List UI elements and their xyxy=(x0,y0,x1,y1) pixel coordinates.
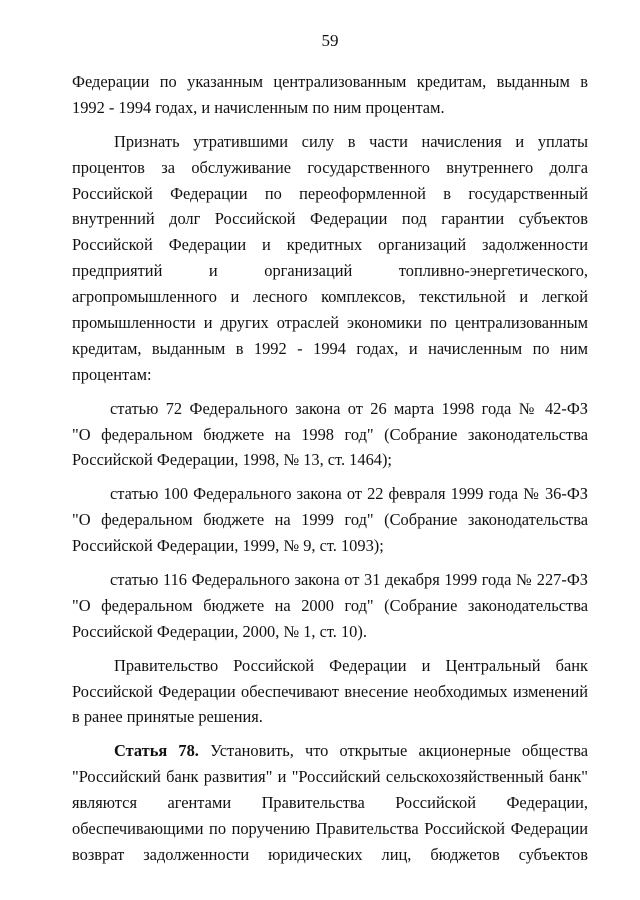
text-line: Признать утратившими силу в части начисления и уплаты xyxy=(114,131,588,151)
text-line: 1992 - 1994 годах, и начисленным по ним процентам. xyxy=(72,97,445,117)
text-line: кредитам, выданным в 1992 - 1994 годах, и начисленным по ним xyxy=(72,338,588,358)
text-line: внутренний долг Российской Федерации под гарантии субъектов xyxy=(72,209,588,229)
text-line: "О федеральном бюджете на 1998 год" (Собрание законодательства xyxy=(72,424,588,444)
paragraph-continuation xyxy=(72,69,588,121)
text-line: Российской Федерации, 2000, № 1, ст. 10). xyxy=(72,621,367,641)
text-line: предприятий и организаций топливно-энергетического, xyxy=(72,261,588,281)
text-line: Российской Федерации и кредитных организаций задолженности xyxy=(72,235,588,255)
text-line: агропромышленного и лесного комплексов, текстильной и легкой xyxy=(72,287,588,307)
article-first-line xyxy=(72,738,588,764)
text-line: являются агентами Правительства Российской Федерации, xyxy=(72,793,588,813)
text-line: Российской Федерации обеспечивают внесение необходимых изменений xyxy=(72,681,588,701)
text-line: Правительство Российской Федерации и Центральный банк xyxy=(114,655,588,675)
text-line: "О федеральном бюджете на 2000 год" (Собрание законодательства xyxy=(72,595,588,615)
paragraph-article-116 xyxy=(72,567,588,645)
text-line: процентов за обслуживание государственного внутреннего долга xyxy=(72,157,588,177)
paragraph-repeal xyxy=(72,129,588,388)
text-line: промышленности и других отраслей экономики по централизованным xyxy=(72,313,588,333)
text-line: статью 116 Федерального закона от 31 декабря 1999 года № 227-ФЗ xyxy=(110,570,588,590)
text-line: Российской Федерации по переоформленной в государственный xyxy=(72,183,588,203)
article-78 xyxy=(72,738,588,867)
text-line: статью 100 Федерального закона от 22 февраля 1999 года № 36-ФЗ xyxy=(110,484,588,504)
article-label: Статья 78. xyxy=(114,741,199,761)
paragraph-article-100 xyxy=(72,481,588,559)
text-line: статью 72 Федерального закона от 26 марта 1998 года № 42-ФЗ xyxy=(110,398,588,418)
text-line: возврат задолженности юридических лиц, бюджетов субъектов xyxy=(72,844,588,864)
text-line: процентам: xyxy=(72,364,152,384)
text-line: Российской Федерации, 1998, № 13, ст. 1464); xyxy=(72,450,392,470)
text-line: в ранее принятые решения. xyxy=(72,707,263,727)
text-line: "О федеральном бюджете на 1999 год" (Собрание законодательства xyxy=(72,510,588,530)
article-text: Установить, что открытые акционерные общества xyxy=(210,741,588,761)
paragraph-article-72 xyxy=(72,396,588,474)
page-number: 59 xyxy=(321,31,339,50)
text-line: "Российский банк развития" и "Российский сельскохозяйственный банк" xyxy=(72,767,588,787)
text-line: Федерации по указанным централизованным кредитам, выданным в xyxy=(72,72,588,91)
paragraph-government xyxy=(72,653,588,731)
text-line: обеспечивающими по поручению Правительства Российской Федерации xyxy=(72,819,588,839)
text-line: Российской Федерации, 1999, № 9, ст. 1093); xyxy=(72,536,384,556)
